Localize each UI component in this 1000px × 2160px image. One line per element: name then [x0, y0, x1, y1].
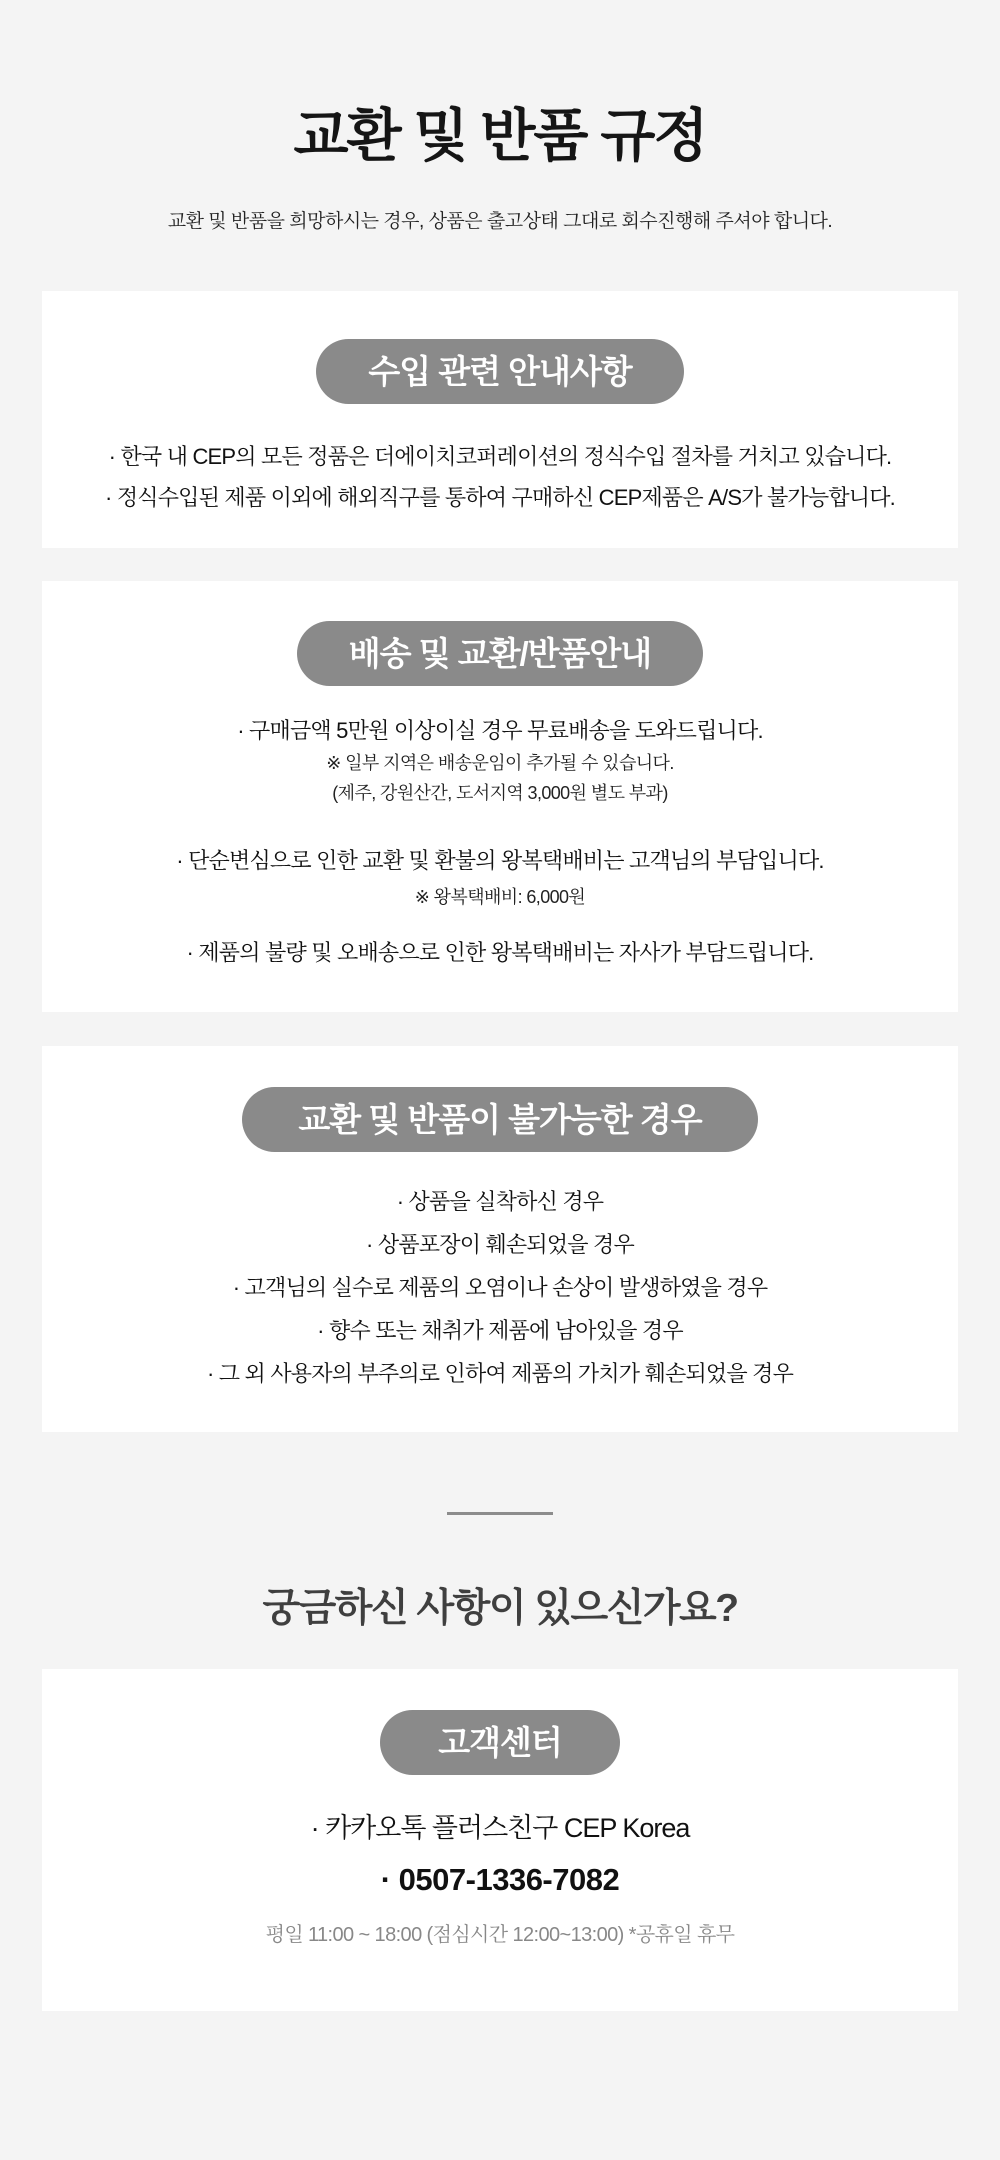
free-shipping-bullet: · 구매금액 5만원 이상이실 경우 무료배송을 도와드립니다.	[237, 718, 763, 743]
policy-bullet: · 정식수입된 제품 이외에 해외직구를 통하여 구매하신 CEP제품은 A/S가 불가능합니다.	[104, 485, 895, 510]
defect-fee-bullet: · 제품의 불량 및 오배송으로 인한 왕복택배비는 자사가 부담드립니다.	[186, 940, 814, 965]
policy-bullet: · 상품포장이 훼손되었을 경우	[366, 1232, 634, 1257]
policy-bullet: · 그 외 사용자의 부주의로 인하여 제품의 가치가 훼손되었을 경우	[206, 1361, 794, 1386]
return-fee-note: ※ 왕복택배비: 6,000원	[414, 887, 586, 907]
policy-bullet: · 향수 또는 채취가 제품에 남아있을 경우	[317, 1318, 683, 1343]
section-divider	[447, 1512, 553, 1515]
import-notice-card	[42, 291, 958, 548]
free-shipping-note: ※ 일부 지역은 배송운임이 추가될 수 있습니다.	[326, 753, 674, 773]
shipping-guide-card	[42, 581, 958, 1012]
import-notice-list	[58, 436, 942, 518]
customer-center-card	[42, 1669, 958, 2011]
extra-fee-note: (제주, 강원산간, 도서지역 3,000원 별도 부과)	[332, 783, 668, 803]
no-exchange-card	[42, 1046, 958, 1432]
customer-center-badge: 고객센터	[380, 1710, 620, 1775]
policy-bullet: · 상품을 실착하신 경우	[396, 1189, 604, 1214]
page-subtitle: 교환 및 반품을 희망하시는 경우, 상품은 출고상태 그대로 회수진행해 주셔야 합니다.	[167, 211, 833, 232]
page-header	[0, 0, 1000, 235]
no-exchange-list	[58, 1180, 942, 1395]
no-exchange-badge: 교환 및 반품이 불가능한 경우	[242, 1087, 757, 1152]
kakao-channel-line: · 카카오톡 플러스친구 CEP Korea	[310, 1813, 690, 1843]
phone-number-line: · 0507-1336-7082	[380, 1862, 620, 1897]
question-heading: 궁금하신 사항이 있으신가요?	[262, 1587, 738, 1630]
policy-bullet: · 한국 내 CEP의 모든 정품은 더에이치코퍼레이션의 정식수입 절차를 거치고 있습니다.	[108, 444, 892, 469]
return-fee-bullet: · 단순변심으로 인한 교환 및 환불의 왕복택배비는 고객님의 부담입니다.	[176, 848, 824, 873]
import-notice-badge: 수입 관련 안내사항	[316, 339, 683, 404]
business-hours-line: 평일 11:00 ~ 18:00 (점심시간 12:00~13:00) *공휴일 휴무	[265, 1924, 735, 1946]
shipping-guide-badge: 배송 및 교환/반품안내	[297, 621, 703, 686]
page-title: 교환 및 반품 규정	[293, 104, 707, 168]
policy-bullet: · 고객님의 실수로 제품의 오염이나 손상이 발생하였을 경우	[232, 1275, 768, 1300]
